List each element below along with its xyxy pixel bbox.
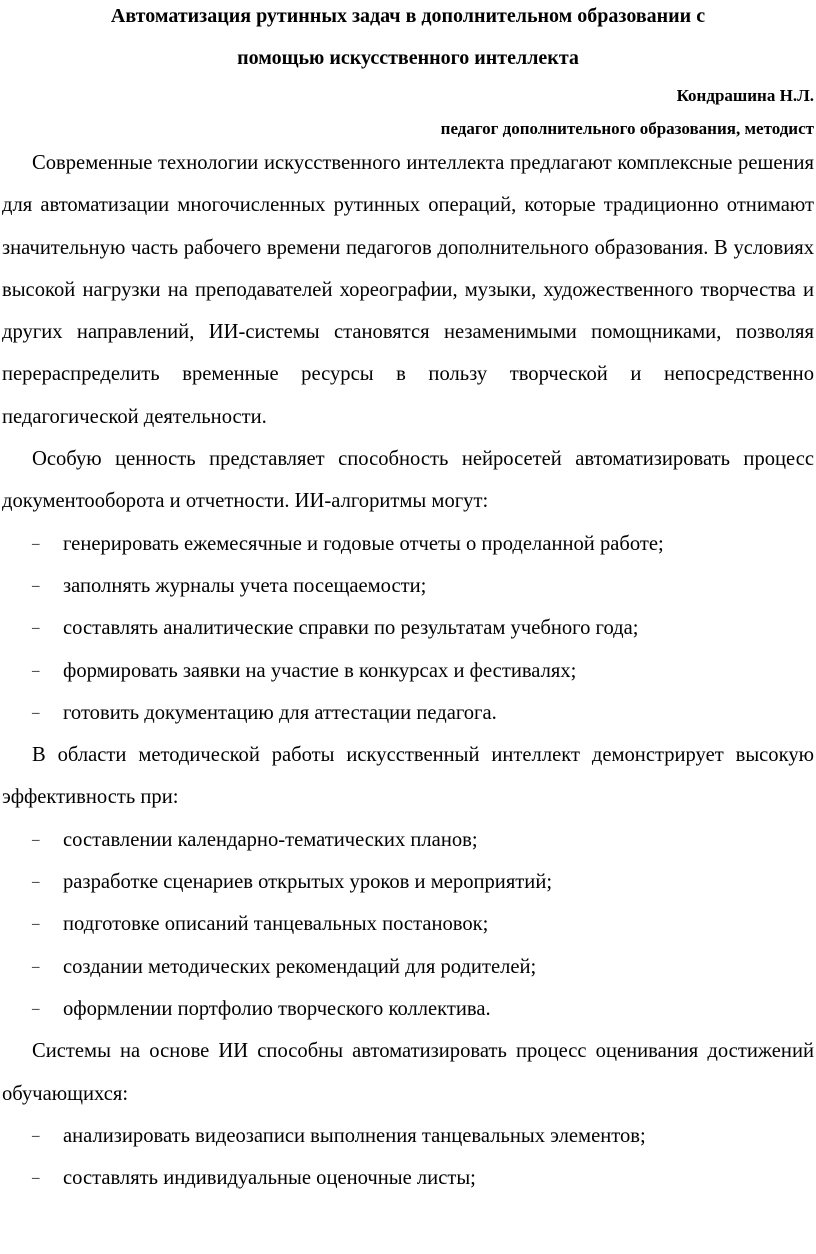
dash-bullet: – [32,1170,40,1187]
document-title [2,0,814,79]
dash-bullet: – [32,535,40,552]
paragraph-intro: Современные технологии искусственного интеллекта предлагают комплексные решения для автоматизации многочисленных рутинных операций, которые традиционно отнимают значительную часть рабочего времени педагогов дополнительного образования. В условиях высокой нагрузки на преподавателей хореографии, музыки, художественного творчества и других направлений, ИИ-системы становятся незаменимыми помощниками, позволяя перераспределить временные ресурсы в пользу творческой и непосредственно педагогической деятельности. [2,152,814,428]
paragraph-methodology: В области методической работы искусственный интеллект демонстрирует высокую эффективность при: [2,744,814,809]
document-title-line-1: Автоматизация рутинных задач в дополнительном образовании с [110,5,706,27]
dash-bullet: – [32,1000,40,1017]
dash-bullet: – [32,874,40,891]
list-methodology-tasks [2,819,814,1030]
list-documentation-tasks [2,523,814,734]
list-item [2,1115,814,1157]
list-item-text: готовить документацию для аттестации педагога. [63,701,497,724]
author-position: педагог дополнительного образования, методист [440,119,814,138]
list-item-text: формировать заявки на участие в конкурсах и фестивалях; [63,659,577,682]
list-item [2,988,814,1030]
list-item [2,1157,814,1199]
dash-bullet: – [32,577,40,594]
dash-bullet: – [32,916,40,933]
dash-bullet: – [32,958,40,975]
list-assessment-tasks [2,1115,814,1200]
list-item [2,565,814,607]
list-item-text: генерировать ежемесячные и годовые отчеты о проделанной работе; [63,532,664,555]
list-item [2,692,814,734]
author-name: Кондрашина Н.Л. [676,86,814,105]
dash-bullet: – [32,831,40,848]
list-item [2,861,814,903]
list-item-text: подготовке описаний танцевальных постановок; [63,913,489,936]
dash-bullet: – [32,704,40,721]
list-item-text: заполнять журналы учета посещаемости; [63,574,427,597]
paragraph-documentation: Особую ценность представляет способность нейросетей автоматизировать процесс документооборота и отчетности. ИИ-алгоритмы могут: [2,448,814,513]
dash-bullet: – [32,1127,40,1144]
list-item [2,819,814,861]
list-item-text: создании методических рекомендаций для родителей; [63,955,537,978]
list-item-text: составлять индивидуальные оценочные листы; [63,1167,476,1190]
list-item [2,607,814,649]
list-item-text: составлении календарно-тематических планов; [63,828,478,851]
dash-bullet: – [32,662,40,679]
paragraph-assessment: Системы на основе ИИ способны автоматизировать процесс оценивания достижений обучающихся: [2,1040,814,1105]
list-item [2,903,814,945]
list-item [2,946,814,988]
list-item-text: составлять аналитические справки по результатам учебного года; [63,617,639,640]
list-item-text: анализировать видеозаписи выполнения танцевальных элементов; [63,1124,646,1147]
list-item-text: разработке сценариев открытых уроков и мероприятий; [63,871,553,894]
document-title-line-2: помощью искусственного интеллекта [237,47,579,69]
list-item [2,523,814,565]
list-item [2,650,814,692]
list-item-text: оформлении портфолио творческого коллектива. [63,997,491,1020]
dash-bullet: – [32,620,40,637]
